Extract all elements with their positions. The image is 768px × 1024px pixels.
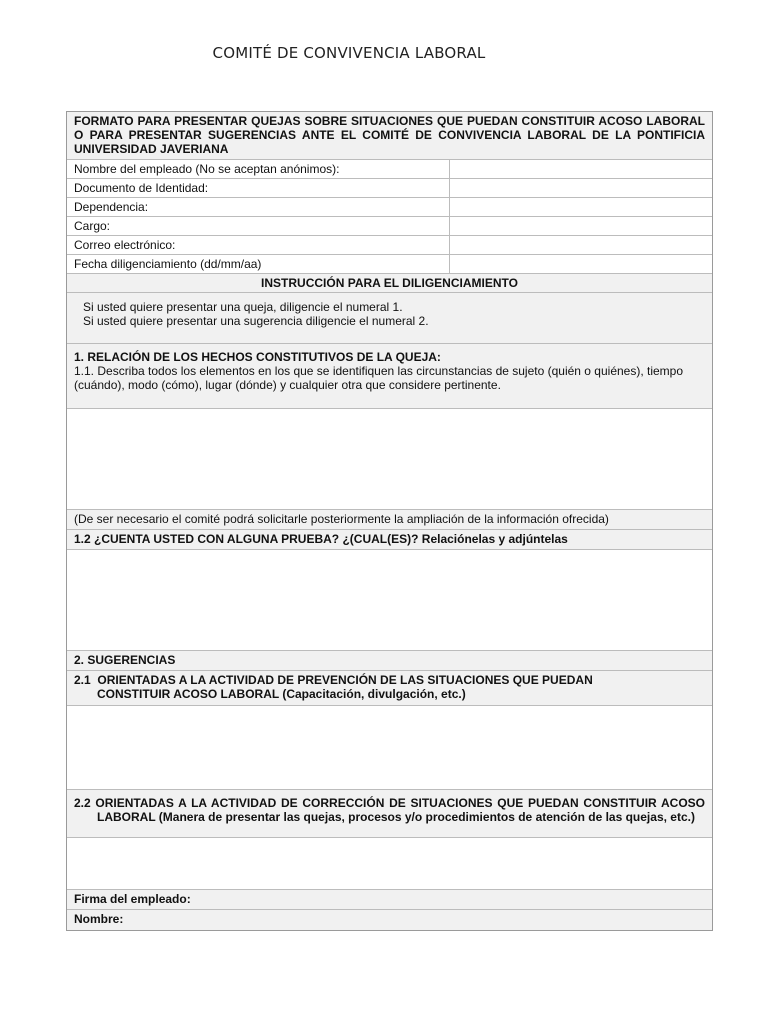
instruction-line-queja: Si usted quiere presentar una queja, diligencie el numeral 1. [83, 300, 403, 314]
instructions-title: INSTRUCCIÓN PARA EL DILIGENCIAMIENTO [67, 274, 712, 293]
section2-2-header: 2.2 ORIENTADAS A LA ACTIVIDAD DE CORRECCIÓN DE SITUACIONES QUE PUEDAN CONSTITUIR ACOSO LABORAL (Manera de presentar las quejas, procesos y/o procedimientos de atención de las quejas, etc.) [67, 790, 712, 838]
section1-title: 1. RELACIÓN DE LOS HECHOS CONSTITUTIVOS DE LA QUEJA: [74, 350, 441, 364]
field-row-cargo [67, 217, 712, 236]
field-row-dependencia [67, 198, 712, 217]
section2-2-answer-area[interactable] [67, 838, 712, 890]
section1-evidence-title: 1.2 ¿CUENTA USTED CON ALGUNA PRUEBA? ¿(CUAL(ES)? Relaciónelas y adjúntelas [67, 530, 712, 550]
page-title: COMITÉ DE CONVIVENCIA LABORAL [212, 44, 486, 62]
field-row-fecha [67, 255, 712, 274]
instructions-block [67, 293, 712, 344]
field-label-cargo: Cargo: [67, 217, 450, 235]
field-row-nombre [67, 160, 712, 179]
section2-1-line1 [74, 673, 705, 687]
field-label-fecha: Fecha diligenciamiento (dd/mm/aa) [67, 255, 450, 273]
section2-1-header [67, 671, 712, 706]
field-input-correo[interactable] [450, 236, 712, 254]
field-label-dependencia: Dependencia: [67, 198, 450, 216]
section2-title: 2. SUGERENCIAS [67, 651, 712, 671]
section1-answer-area[interactable] [67, 409, 712, 510]
signature-row: Firma del empleado: [67, 890, 712, 910]
field-row-documento [67, 179, 712, 198]
section1-evidence-area[interactable] [67, 550, 712, 651]
section1-note: (De ser necesario el comité podrá solicitarle posteriormente la ampliación de la información ofrecida) [67, 510, 712, 530]
form-heading: FORMATO PARA PRESENTAR QUEJAS SOBRE SITUACIONES QUE PUEDAN CONSTITUIR ACOSO LABORAL O PARA PRESENTAR SUGERENCIAS ANTE EL COMITÉ DE CONVIVENCIA LABORAL DE LA PONTIFICIA UNIVERSIDAD JAVERIANA [67, 112, 712, 160]
field-input-documento[interactable] [450, 179, 712, 197]
section2-1-number: 2.1 [74, 673, 91, 687]
section1-header [67, 344, 712, 409]
field-input-fecha[interactable] [450, 255, 712, 273]
field-input-dependencia[interactable] [450, 198, 712, 216]
complaint-form [66, 111, 713, 931]
field-label-documento: Documento de Identidad: [67, 179, 450, 197]
instruction-line-sugerencia: Si usted quiere presentar una sugerencia diligencie el numeral 2. [83, 314, 429, 328]
section2-1-answer-area[interactable] [67, 706, 712, 790]
section2-1-line2: CONSTITUIR ACOSO LABORAL (Capacitación, divulgación, etc.) [97, 687, 466, 701]
field-label-nombre: Nombre del empleado (No se aceptan anónimos): [67, 160, 450, 178]
section2-1-text: ORIENTADAS A LA ACTIVIDAD DE PREVENCIÓN DE LAS SITUACIONES QUE PUEDAN [97, 673, 593, 687]
section1-description: 1.1. Describa todos los elementos en los que se identifiquen las circunstancias de sujeto (quién o quiénes), tiempo (cuándo), modo (cómo), lugar (dónde) y cualquier otra que considere pertinente. [74, 364, 684, 392]
name-row: Nombre: [67, 910, 712, 930]
field-row-correo [67, 236, 712, 255]
field-label-correo: Correo electrónico: [67, 236, 450, 254]
field-input-nombre[interactable] [450, 160, 712, 178]
field-input-cargo[interactable] [450, 217, 712, 235]
